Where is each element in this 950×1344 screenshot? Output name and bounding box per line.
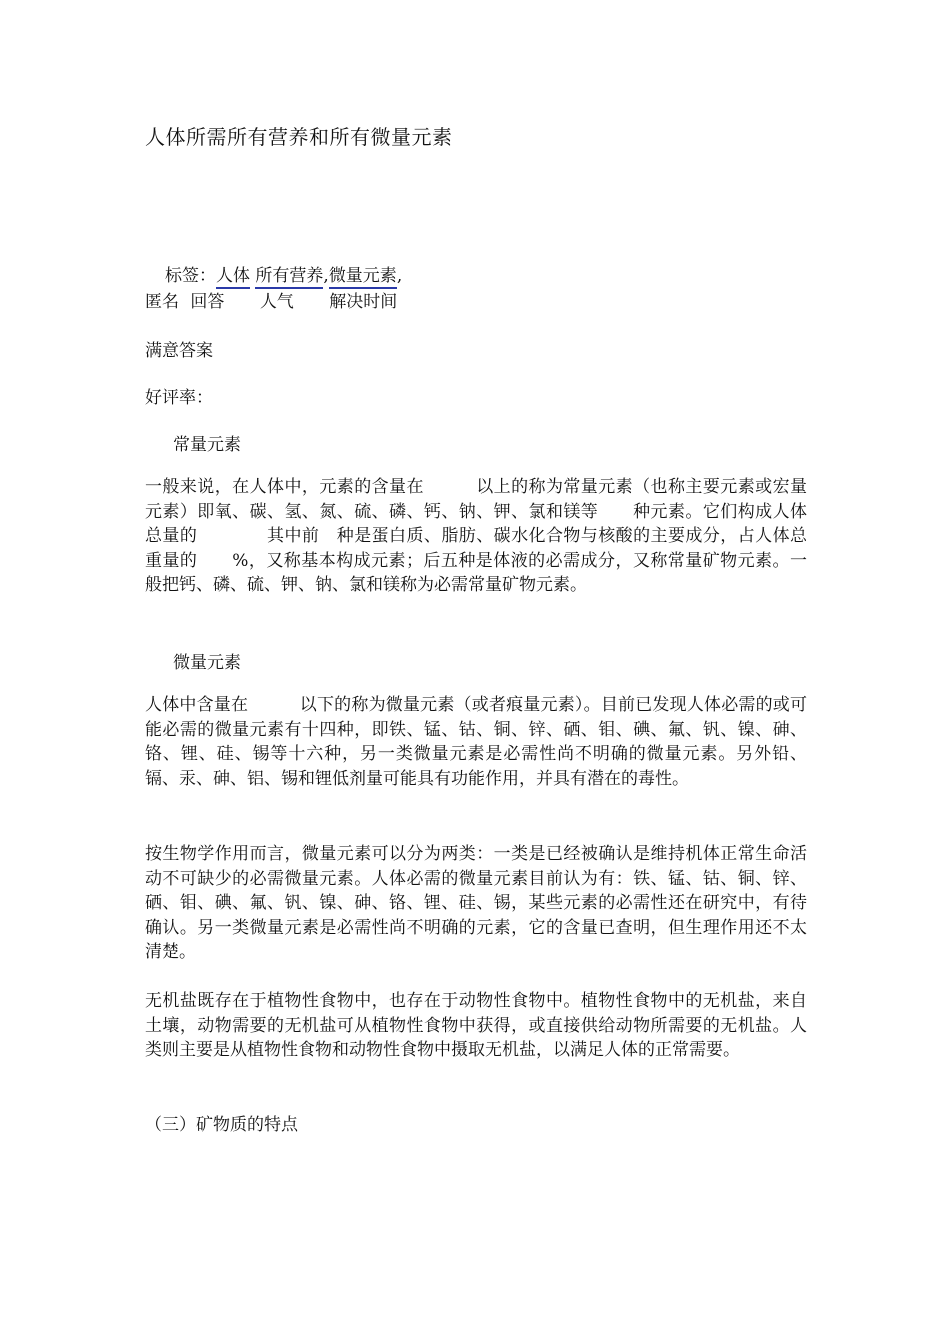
tag-separator: , <box>323 266 329 286</box>
tag-link-suoyouyingyang[interactable]: 所有营养 <box>255 266 323 289</box>
meta-resolve-time: 解决时间 <box>329 292 398 312</box>
rating-label: 好评率： <box>145 388 213 408</box>
section-heading-micro: 微量元素 <box>173 653 241 673</box>
tag-link-weiliangyuansu[interactable]: 微量元素 <box>329 266 397 289</box>
satisfied-answer-label: 满意答案 <box>145 341 213 361</box>
paragraph-inorganic-salt: 无机盐既存在于植物性食物中，也存在于动物性食物中。植物性食物中的无机盐，来自土壤，动物需要的无机盐可从植物性食物中获得，或直接供给动物所需要的无机盐。人类则主要是从植物性食物和动物性食物中摄取无机盐，以满足人体的正常需要。 <box>145 991 807 1060</box>
meta-answers: 回答 <box>190 292 225 312</box>
answer-meta <box>145 287 427 312</box>
tag-label: 标签： <box>165 266 216 286</box>
tag-list <box>165 261 402 289</box>
meta-anonymous: 匿名 <box>145 292 179 312</box>
tag-separator: , <box>396 266 403 286</box>
paragraph-macro: 一般来说，在人体中，元素的含量在 以上的称为常量元素（也称主要元素或宏量元素）即氧、碳、氢、氮、硫、磷、钙、钠、钾、氯和镁等 种元素。它们构成人体总量的 其中前 种是蛋白质、脂肪、碳水化合物与核酸的主要成分，占人体总重量的 %，又称基本构成元素；后五种是体液的必需成分，又称常量矿物元素。一般把钙、磷、硫、钾、钠、氯和镁称为必需常量矿物元素。 <box>145 477 807 595</box>
page-title: 人体所需所有营养和所有微量元素 <box>145 125 453 149</box>
tag-link-renti[interactable]: 人体 <box>216 266 250 289</box>
meta-popularity: 人气 <box>259 292 294 312</box>
section-heading-macro: 常量元素 <box>173 435 241 455</box>
section-heading-mineral: （三）矿物质的特点 <box>145 1115 298 1135</box>
paragraph-micro: 人体中含量在 以下的称为微量元素（或者痕量元素）。目前已发现人体必需的或可能必需的微量元素有十四种，即铁、锰、钴、铜、锌、硒、钼、碘、氟、钒、镍、砷、铬、锂、硅、锡等十六种，另一类微量元素是必需性尚不明确的微量元素。另外铅、镉、汞、砷、铝、锡和锂低剂量可能具有功能作用，并具有潜在的毒性。 <box>145 695 807 789</box>
paragraph-biological: 按生物学作用而言，微量元素可以分为两类：一类是已经被确认是维持机体正常生命活动不可缺少的必需微量元素。人体必需的微量元素目前认为有：铁、锰、钴、铜、锌、硒、钼、碘、氟、钒、镍、砷、铬、锂、硅、锡，某些元素的必需性还在研究中，有待确认。另一类微量元素是必需性尚不明确的元素，它的含量已查明，但生理作用还不太清楚。 <box>145 844 807 962</box>
